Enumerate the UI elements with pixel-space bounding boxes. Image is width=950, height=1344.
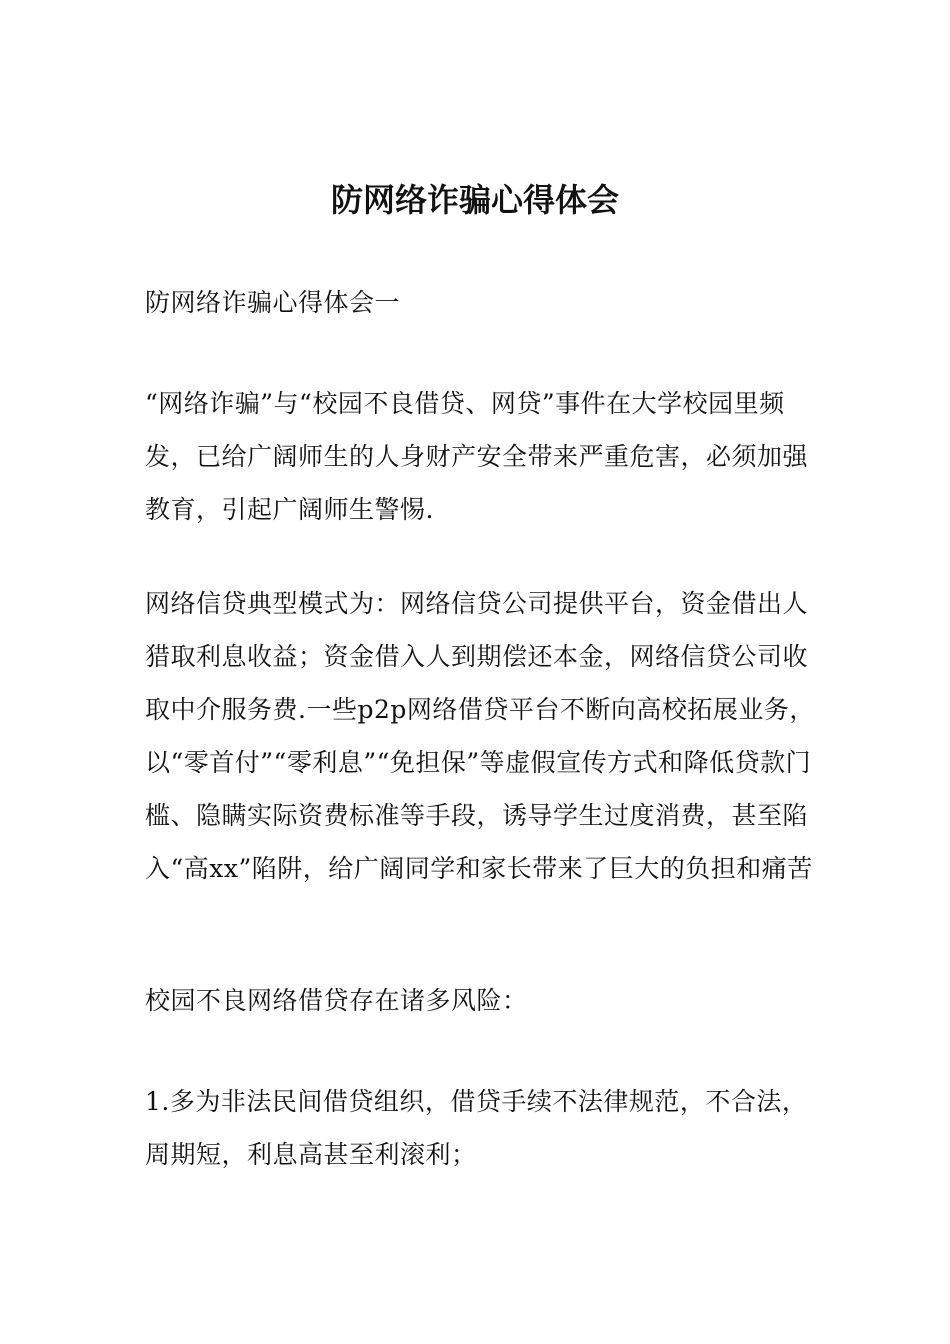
document-title: 防网络诈骗心得体会	[330, 181, 619, 219]
paragraph-risk-item-1: 1.多为非法民间借贷组织，借贷手续不法律规范，不合法，周期短，利息高甚至利滚利；	[145, 1087, 808, 1169]
paragraph-risks-heading: 校园不良网络借贷存在诸多风险：	[145, 986, 528, 1015]
paragraph-intro: “网络诈骗”与“校园不良借贷、网贷”事件在大学校园里频发，已给广阔师生的人身财产安全带来严重危害，必须加强教育，引起广阔师生警惕.	[145, 389, 809, 524]
section-subtitle: 防网络诈骗心得体会一	[145, 288, 401, 317]
paragraph-lending-model: 网络信贷典型模式为：网络信贷公司提供平台，资金借出人猎取利息收益；资金借入人到期偿还本金，网络信贷公司收取中介服务费.一些p2p网络借贷平台不断向高校拓展业务，以“零首付”“零利息”“免担保”等虚假宣传方式和降低贷款门槛、隐瞒实际资费标准等手段，诱导学生过度消费，甚至陷入“高xx”陷阱，给广阔同学和家长带来了巨大的负担和痛苦	[145, 589, 815, 883]
